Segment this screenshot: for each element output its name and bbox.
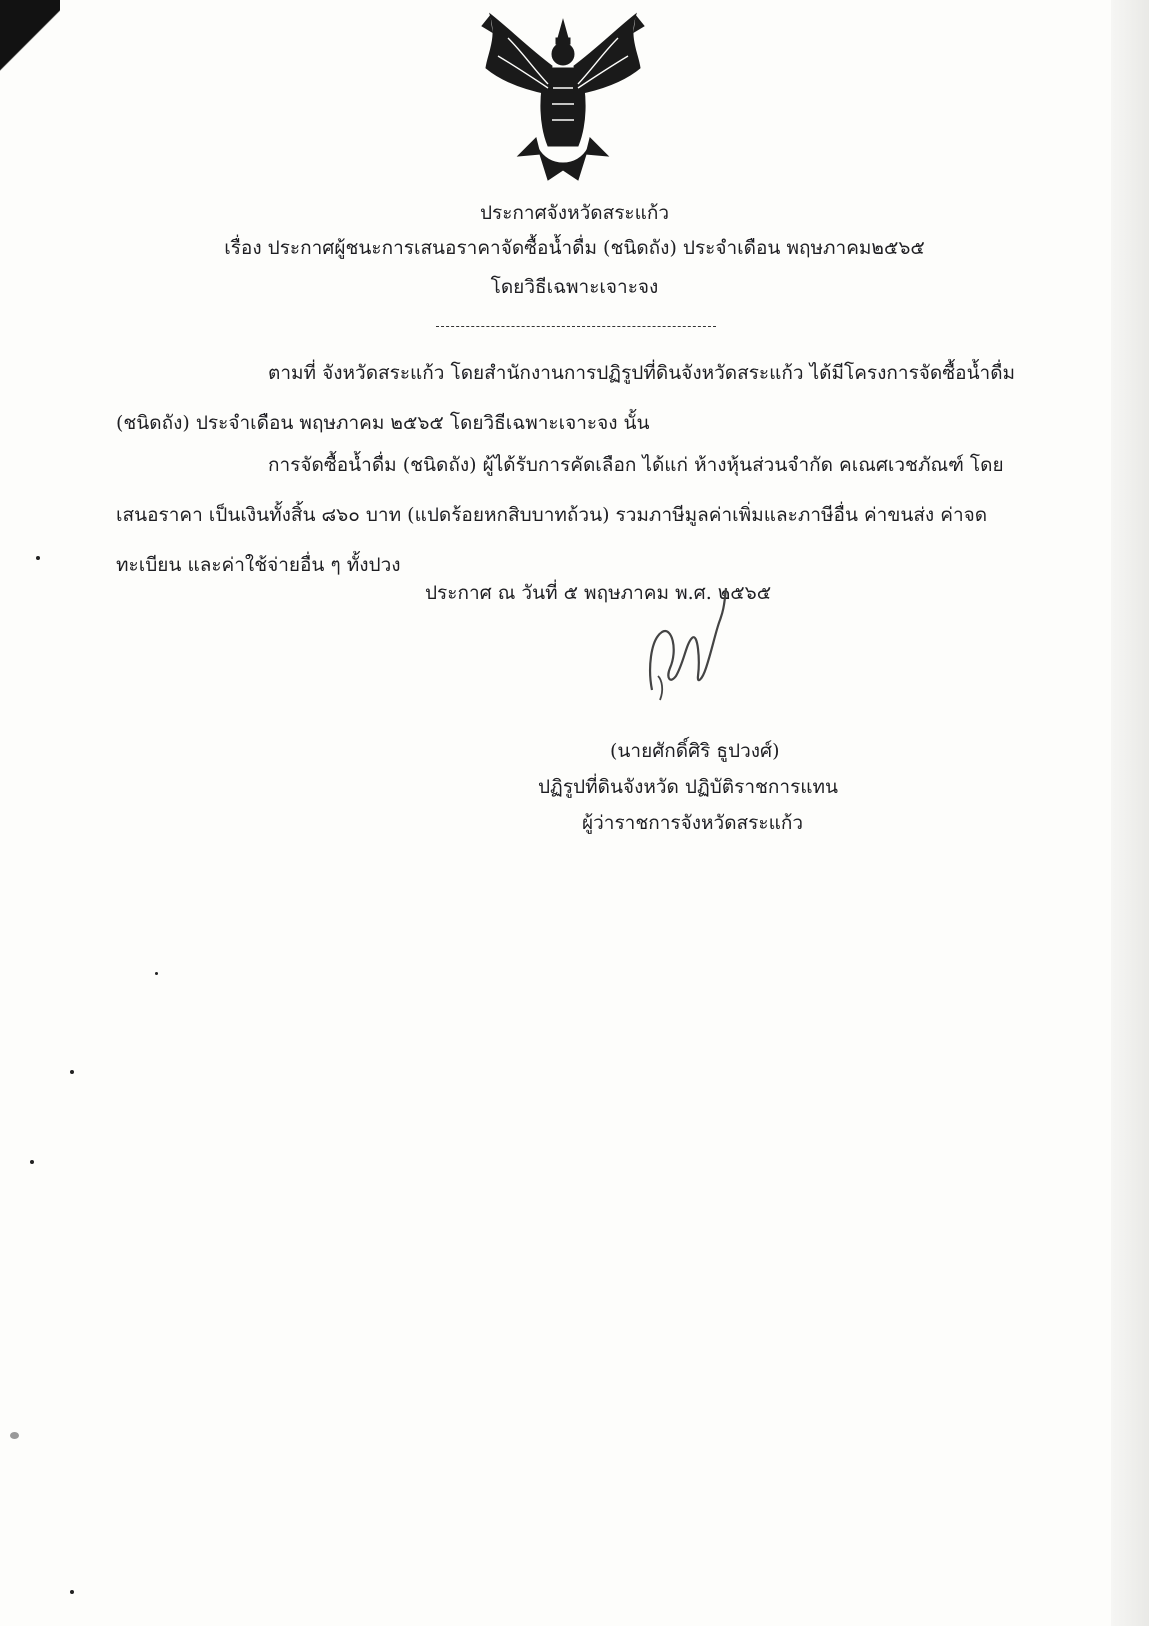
scan-speck (10, 1432, 19, 1439)
document-title: ประกาศจังหวัดสระแก้ว (479, 202, 670, 224)
signer-office: ผู้ว่าราชการจังหวัดสระแก้ว (582, 812, 803, 834)
scan-speck (36, 556, 40, 560)
garuda-emblem-icon (478, 8, 648, 188)
signer-name: (นายศักดิ์ศิริ ธูปวงศ์) (610, 740, 780, 762)
scan-speck (155, 972, 158, 975)
body-paragraph-2 (116, 440, 1026, 590)
paragraph-1-text: ตามที่ จังหวัดสระแก้ว โดยสำนักงานการปฏิรูปที่ดินจังหวัดสระแก้ว ได้มีโครงการจัดซื้อน้ำดื่ม (ชนิดถัง) ประจำเดือน พฤษภาคม ๒๕๖๕ โดยวิธีเฉพาะเจาะจง นั้น (116, 362, 1016, 434)
scan-speck (70, 1590, 74, 1594)
signer-position: ปฏิรูปที่ดินจังหวัด ปฏิบัติราชการแทน (538, 776, 839, 798)
scan-corner-shadow (0, 0, 60, 95)
announcement-date: ประกาศ ณ วันที่ ๕ พฤษภาคม พ.ศ. ๒๕๖๕ (425, 582, 772, 604)
title-divider (436, 326, 716, 327)
paragraph-2-text: การจัดซื้อน้ำดื่ม (ชนิดถัง) ผู้ได้รับการคัดเลือก ได้แก่ ห้างหุ้นส่วนจำกัด คเณศเวชภัณฑ์ โดยเสนอราคา เป็นเงินทั้งสิ้น ๘๖๐ บาท (แปดร้อยหกสิบบาทถ้วน) รวมภาษีมูลค่าเพิ่มและภาษีอื่น ค่าขนส่ง ค่าจดทะเบียน และค่าใช้จ่ายอื่น ๆ ทั้งปวง (116, 454, 1004, 576)
body-paragraph-1 (116, 348, 1026, 448)
document-subject: เรื่อง ประกาศผู้ชนะการเสนอราคาจัดซื้อน้ำดื่ม (ชนิดถัง) ประจำเดือน พฤษภาคม๒๕๖๕ (224, 237, 925, 259)
scan-speck (70, 1070, 74, 1074)
signature-mark (640, 580, 750, 720)
document-method: โดยวิธีเฉพาะเจาะจง (490, 276, 659, 298)
scan-speck (30, 1160, 34, 1164)
